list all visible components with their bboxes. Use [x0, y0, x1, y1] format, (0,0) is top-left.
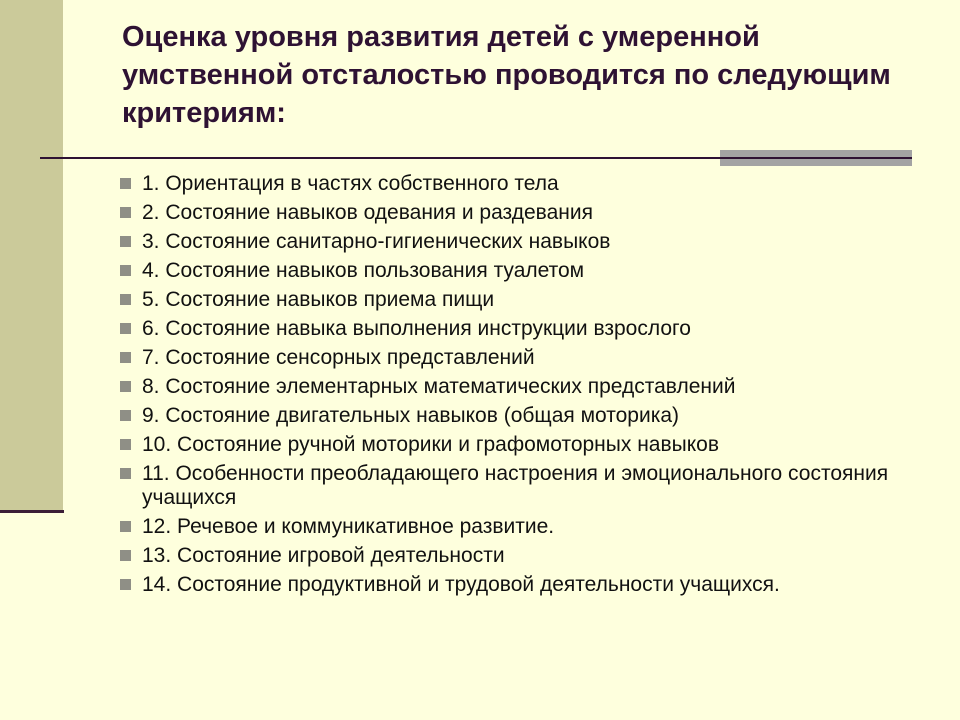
- square-bullet-icon: [120, 410, 131, 421]
- list-item: [120, 515, 910, 539]
- list-item: [120, 201, 910, 225]
- list-item-text: 14. Состояние продуктивной и трудовой деятельности учащихся.: [142, 572, 780, 596]
- left-decorative-band: [0, 0, 63, 510]
- list-item: [120, 172, 910, 196]
- list-item-text: 13. Состояние игровой деятельности: [142, 543, 505, 567]
- left-band-edge: [0, 510, 64, 513]
- square-bullet-icon: [120, 439, 131, 450]
- square-bullet-icon: [120, 323, 131, 334]
- list-item-text: 10. Состояние ручной моторики и графомоторных навыков: [142, 433, 719, 456]
- list-item-text: 5. Состояние навыков приема пищи: [142, 288, 495, 311]
- list-item-text: 6. Состояние навыка выполнения инструкции взрослого: [142, 317, 691, 340]
- list-item: [120, 230, 910, 254]
- slide-title: Оценка уровня развития детей с умеренной умственной отсталостью проводится по следующим критериям:: [122, 21, 891, 129]
- title-divider-line-right: [720, 157, 912, 159]
- square-bullet-icon: [120, 550, 131, 561]
- list-item: [120, 317, 910, 341]
- list-item-text: 4. Состояние навыков пользования туалетом: [142, 259, 585, 282]
- list-item-text: 8. Состояние элементарных математических представлений: [142, 375, 736, 398]
- list-item: [120, 462, 910, 509]
- square-bullet-icon: [120, 178, 131, 189]
- list-item-text: 3. Состояние санитарно-гигиенических навыков: [142, 230, 611, 253]
- list-item: [120, 404, 910, 428]
- list-item-text: 2. Состояние навыков одевания и раздевания: [142, 201, 593, 224]
- list-item: [120, 544, 910, 568]
- list-item-text: 7. Состояние сенсорных представлений: [142, 346, 535, 369]
- list-item: [120, 573, 910, 597]
- list-item-text: 1. Ориентация в частях собственного тела: [142, 172, 559, 195]
- square-bullet-icon: [120, 265, 131, 276]
- list-item-text: 9. Состояние двигательных навыков (общая моторика): [142, 404, 680, 427]
- square-bullet-icon: [120, 236, 131, 247]
- list-item: [120, 346, 910, 370]
- list-item: [120, 259, 910, 283]
- list-item-text: 12. Речевое и коммуникативное развитие.: [142, 514, 555, 538]
- square-bullet-icon: [120, 468, 131, 479]
- square-bullet-icon: [120, 579, 131, 590]
- square-bullet-icon: [120, 381, 131, 392]
- square-bullet-icon: [120, 207, 131, 218]
- square-bullet-icon: [120, 352, 131, 363]
- list-item: [120, 288, 910, 312]
- list-item: [120, 433, 910, 457]
- list-item-text: 11. Особенности преобладающего настроения и эмоционального состояния учащихся: [142, 462, 889, 509]
- criteria-list: [120, 172, 910, 602]
- square-bullet-icon: [120, 521, 131, 532]
- title-divider-line: [40, 157, 720, 159]
- square-bullet-icon: [120, 294, 131, 305]
- list-item: [120, 375, 910, 399]
